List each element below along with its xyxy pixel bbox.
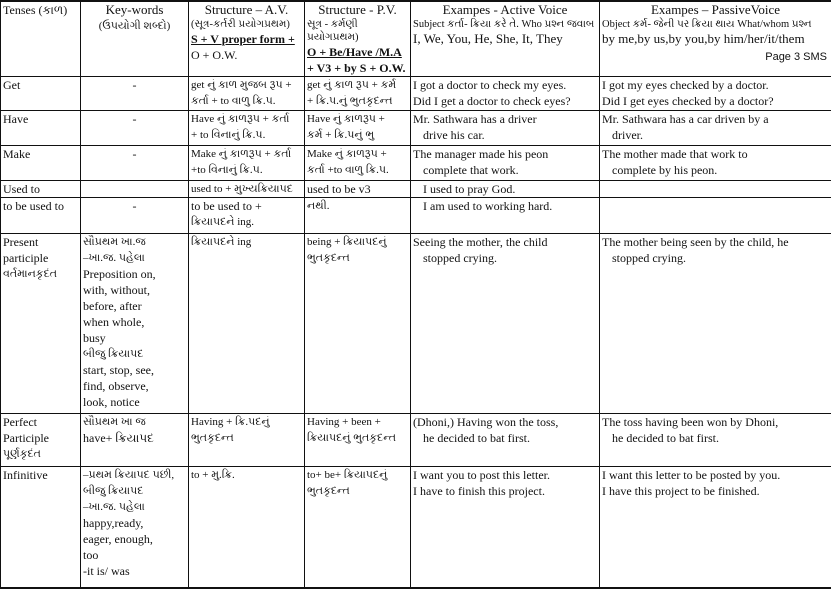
tense-label: Make <box>3 146 78 162</box>
example-pv-line: I want this letter to be posted by you. <box>602 467 829 483</box>
example-pv-line: Did I get eyes checked by a doctor? <box>602 93 829 109</box>
cell-example-av <box>411 234 600 414</box>
example-av-line: stopped crying. <box>413 250 597 266</box>
av-line: ભુતકૃદન્ત <box>191 430 302 446</box>
header-keywords <box>81 1 189 77</box>
header-examples-pv-sub: Object કર્મ- જેની પર ક્રિયા થાય What/whom પ્રશ્ન <box>602 18 829 31</box>
keywords-text: - <box>133 199 137 213</box>
header-examples-av <box>411 1 600 77</box>
table-row <box>1 414 831 467</box>
table-row <box>1 146 831 181</box>
header-structure-av-formula-2: O + O.W. <box>191 47 302 63</box>
header-structure-av-formula: S + V proper form + <box>191 31 302 47</box>
example-pv-line: Mr. Sathwara has a car driven by a <box>602 111 829 127</box>
header-structure-pv-formula: O + Be/Have /M.A <box>307 44 408 60</box>
header-keywords-sub: (ઉપયોગી શબ્દો) <box>83 18 186 34</box>
example-av-line: Did I get a doctor to check eyes? <box>413 93 597 109</box>
cell-structure-av <box>189 181 305 198</box>
example-av-line: I used to pray God. <box>413 181 597 197</box>
tense-label: to be used to <box>3 198 78 214</box>
cell-keywords <box>81 198 189 234</box>
table-row <box>1 234 831 414</box>
cell-example-pv <box>600 414 831 467</box>
cell-example-av <box>411 77 600 111</box>
keywords-line: have+ ક્રિયાપદ <box>83 430 186 446</box>
tense-label: participle <box>3 250 78 266</box>
av-line: get નું કાળ મુજબ રૂપ + <box>191 77 302 93</box>
header-examples-av-sub: Subject કર્તા- ક્રિયા કરે તે. Who પ્રશ્ન જવાબ <box>413 18 597 31</box>
cell-structure-av <box>189 146 305 181</box>
keywords-line: find, observe, <box>83 378 186 394</box>
cell-structure-av <box>189 234 305 414</box>
pv-line: ભુતકૃદન્ત <box>307 483 408 499</box>
example-av-line: drive his car. <box>413 127 597 143</box>
tense-label: પૂર્ણકૃદંત <box>3 446 78 462</box>
header-structure-av <box>189 1 305 77</box>
example-av-line: I have to finish this project. <box>413 483 597 499</box>
header-structure-av-sub: (સૂત્ર-કર્તરી પ્રયોગપ્રથમ) <box>191 18 302 31</box>
cell-keywords <box>81 234 189 414</box>
cell-tense <box>1 111 81 146</box>
cell-keywords <box>81 181 189 198</box>
pv-line: Make નું કાળરૂપ + <box>307 146 408 162</box>
table-row <box>1 198 831 234</box>
pv-line: ક્રિયાપદનું ભુતકૃદન્ત <box>307 430 408 446</box>
cell-structure-av <box>189 414 305 467</box>
keywords-text: - <box>133 78 137 92</box>
header-tenses <box>1 1 81 77</box>
example-pv-line: driver. <box>602 127 829 143</box>
cell-keywords <box>81 146 189 181</box>
pv-line: Having + been + <box>307 414 408 430</box>
keywords-line: busy <box>83 330 186 346</box>
tense-label: Infinitive <box>3 467 78 483</box>
header-examples-av-title: Exampes - Active Voice <box>413 2 597 18</box>
example-pv-line: he decided to bat first. <box>602 430 829 446</box>
pv-line: + ક્રિ.પ.નું ભુતકૃદન્ત <box>307 93 408 109</box>
cell-example-av <box>411 198 600 234</box>
example-pv-line: I have this project to be finished. <box>602 483 829 499</box>
cell-structure-pv <box>305 414 411 467</box>
av-line: ક્રિયાપદને ing <box>191 234 302 250</box>
cell-example-pv <box>600 111 831 146</box>
keywords-line: look, notice <box>83 394 186 410</box>
example-av-line: complete that work. <box>413 162 597 178</box>
cell-example-pv <box>600 198 831 234</box>
keywords-line: બીજુ ક્રિયાપદ <box>83 346 186 362</box>
tense-label: Perfect <box>3 414 78 430</box>
table-row <box>1 111 831 146</box>
cell-example-av <box>411 181 600 198</box>
cell-tense <box>1 234 81 414</box>
pv-line: કર્મ + ક્રિ.પનું ભુ <box>307 127 408 143</box>
cell-structure-pv <box>305 146 411 181</box>
tense-label: Participle <box>3 430 78 446</box>
keywords-line: before, after <box>83 298 186 314</box>
av-line: used to + મુખ્યક્રિયાપદ <box>191 181 302 197</box>
cell-example-av <box>411 414 600 467</box>
av-line: +to વિનાનું ક્રિ.પ. <box>191 162 302 178</box>
example-pv-line: The mother made that work to <box>602 146 829 162</box>
keywords-line: happy,ready, <box>83 515 186 531</box>
pv-line: Have નું કાળરૂપ + <box>307 111 408 127</box>
keywords-line: સૌપ્રથમ ખા જ <box>83 414 186 430</box>
page-number-tag: Page 3 SMS <box>764 51 828 63</box>
header-structure-pv-title: Structure - P.V. <box>307 2 408 18</box>
cell-tense <box>1 414 81 467</box>
example-pv-line: complete by his peon. <box>602 162 829 178</box>
header-examples-pv <box>600 1 831 77</box>
keywords-line: start, stop, see, <box>83 362 186 378</box>
header-examples-av-pronouns: I, We, You, He, She, It, They <box>413 31 597 47</box>
keywords-line: when whole, <box>83 314 186 330</box>
keywords-line: –ખા.જ. પહેલા <box>83 250 186 266</box>
example-pv-line: The mother being seen by the child, he <box>602 234 829 250</box>
tense-label: Present <box>3 234 78 250</box>
pv-line: being + ક્રિયાપદનું <box>307 234 408 250</box>
cell-tense <box>1 146 81 181</box>
tense-label: વર્તમાનકૃદંત <box>3 266 78 282</box>
cell-structure-av <box>189 111 305 146</box>
header-structure-pv <box>305 1 411 77</box>
cell-structure-av <box>189 77 305 111</box>
av-line: to be used to + <box>191 198 302 214</box>
cell-example-pv <box>600 181 831 198</box>
av-line: Having + ક્રિ.પદનું <box>191 414 302 430</box>
cell-example-pv <box>600 77 831 111</box>
av-line: ક્રિયાપદને ing. <box>191 214 302 230</box>
header-structure-pv-sub: સૂત્ર - કર્મણી પ્રયોગપ્રથમ) <box>307 18 408 44</box>
cell-example-pv <box>600 234 831 414</box>
table-row <box>1 77 831 111</box>
cell-structure-pv <box>305 111 411 146</box>
cell-example-pv <box>600 146 831 181</box>
cell-tense <box>1 77 81 111</box>
pv-line: નથી. <box>307 198 408 214</box>
example-av-line: (Dhoni,) Having won the toss, <box>413 414 597 430</box>
cell-example-av <box>411 467 600 588</box>
tense-label: Used to <box>3 181 78 197</box>
table-row <box>1 467 831 588</box>
pv-line: used to be v3 <box>307 181 408 197</box>
example-pv-line: I got my eyes checked by a doctor. <box>602 77 829 93</box>
example-pv-line: stopped crying. <box>602 250 829 266</box>
cell-keywords <box>81 414 189 467</box>
av-line: + to વિનાનું ક્રિ.પ. <box>191 127 302 143</box>
example-av-line: The manager made his peon <box>413 146 597 162</box>
cell-structure-pv <box>305 198 411 234</box>
pv-line: get નું કાળ રૂપ + કર્મ <box>307 77 408 93</box>
pv-line: કર્તા +to વાળુ ક્રિ.પ. <box>307 162 408 178</box>
cell-structure-pv <box>305 77 411 111</box>
av-line: Have નું કાળરૂપ + કર્તા <box>191 111 302 127</box>
header-examples-pv-by: by me,by us,by you,by him/her/it/them <box>602 31 829 47</box>
cell-example-av <box>411 146 600 181</box>
keywords-text: - <box>133 112 137 126</box>
header-keywords-title: Key-words <box>83 2 186 18</box>
example-pv-line: The toss having been won by Dhoni, <box>602 414 829 430</box>
cell-structure-av <box>189 198 305 234</box>
keywords-line: with, without, <box>83 282 186 298</box>
cell-keywords <box>81 111 189 146</box>
example-av-line: I want you to post this letter. <box>413 467 597 483</box>
cell-tense <box>1 198 81 234</box>
table-row <box>1 181 831 198</box>
header-row <box>1 1 831 77</box>
header-structure-av-title: Structure – A.V. <box>191 2 302 18</box>
av-line: કર્તા + to વાળુ ક્રિ.પ. <box>191 93 302 109</box>
cell-tense <box>1 467 81 588</box>
cell-keywords <box>81 467 189 588</box>
header-examples-pv-title: Exampes – PassiveVoice <box>602 2 829 18</box>
keywords-line: eager, enough, <box>83 531 186 547</box>
keywords-line: -it is/ was <box>83 563 186 579</box>
example-av-line: he decided to bat first. <box>413 430 597 446</box>
keywords-line: –ખા.જ. પહેલા <box>83 499 186 515</box>
av-line: to + મુ.ક્રિ. <box>191 467 302 483</box>
cell-structure-pv <box>305 234 411 414</box>
pv-line: to+ be+ ક્રિયાપદનું <box>307 467 408 483</box>
cell-keywords <box>81 77 189 111</box>
cell-example-pv <box>600 467 831 588</box>
keywords-line: Preposition on, <box>83 266 186 282</box>
example-av-line: I am used to working hard. <box>413 198 597 214</box>
example-av-line: I got a doctor to check my eyes. <box>413 77 597 93</box>
cell-tense <box>1 181 81 198</box>
pv-line: ભુતકૃદન્ત <box>307 250 408 266</box>
av-line: Make નું કાળરૂપ + કર્તા <box>191 146 302 162</box>
keywords-line: –પ્રથમ ક્રિયાપદ પછી, <box>83 467 186 483</box>
cell-example-av <box>411 111 600 146</box>
example-av-line: Seeing the mother, the child <box>413 234 597 250</box>
example-av-line: Mr. Sathwara has a driver <box>413 111 597 127</box>
cell-structure-av <box>189 467 305 588</box>
keywords-line: too <box>83 547 186 563</box>
keywords-text: - <box>133 147 137 161</box>
tense-label: Have <box>3 111 78 127</box>
cell-structure-pv <box>305 467 411 588</box>
keywords-line: સૌપ્રથમ ખા.જ <box>83 234 186 250</box>
cell-structure-pv <box>305 181 411 198</box>
header-structure-pv-formula-2: + V3 + by S + O.W. <box>307 60 408 76</box>
tense-label: Get <box>3 77 78 93</box>
header-tenses-label: Tenses (કાળ) <box>3 3 67 17</box>
keywords-line: બીજુ ક્રિયાપદ <box>83 483 186 499</box>
